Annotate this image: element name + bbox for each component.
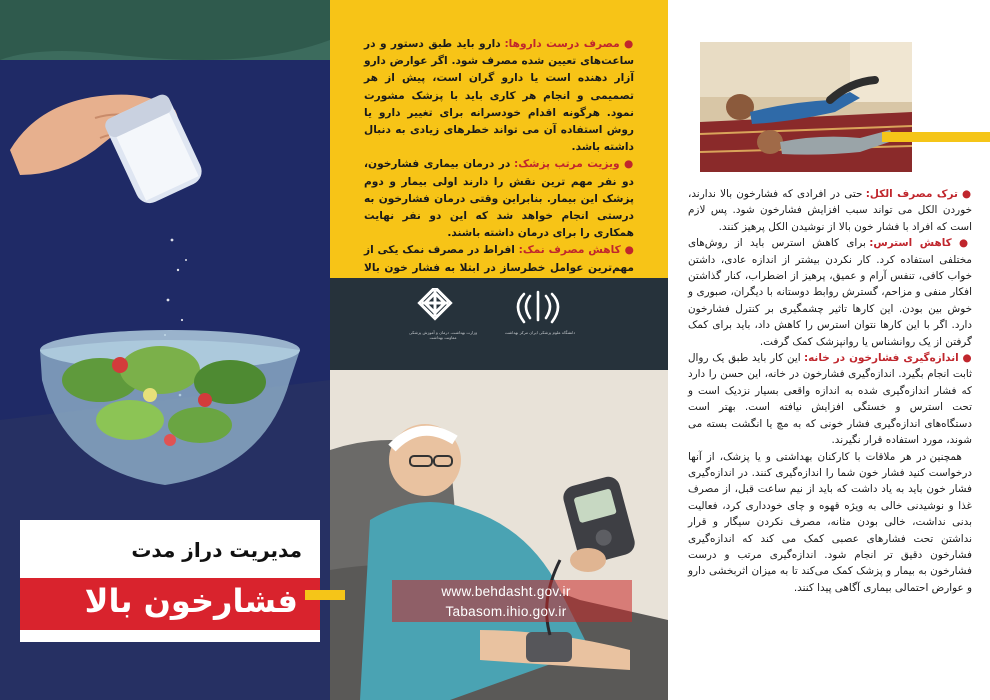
emblem-logo [508,288,568,358]
logo-strip [330,278,668,370]
heading-stress: کاهش استرس: [869,237,952,250]
heading-salt: کاهش مصرف نمک: [518,244,621,257]
url-block [408,582,604,622]
paragraph-visit-measurement [688,449,972,597]
logo-left-caption: وزارت بهداشت، درمان و آموزش پزشکی معاونت بهداشت [408,330,478,340]
text-stress: برای کاهش استرس باید از روش‌های مختلفی استفاده کرد. کار نکردن بیشتر از اندازه عادی، داشتن خواب کافی، تنفس آرام و عمیق، پرهیز از اضطراب، کنار گذاشتن افکار منفی و مزاحم، گسترش روابط دوستانه با دیگران، صبوری و خوش بین بودن. این کارها تاثیر چشمگیری بر کنترل فشارخون دارد. اگر با این کارها نتوان استرس را کاهش داد، باید برای کمک گرفتن از یک روانشناس یا روانپزشک کمک گرفت. [688,237,972,348]
right-accent-bar [882,132,990,142]
middle-panel [330,0,668,700]
text-medication: دارو باید طبق دستور و در ساعت‌های تعیین شده مصرف شود. اگر عوارض دارو آزار دهنده است یا دارو گران است، پیش از هر تصمیمی و انجام هر کاری باید با پزشک مشورت نمود. هرگونه اقدام خودسرانه برای تغییر دارو یا روش استفاده آن می تواند خطرهای زیادی به دنبال داشته باشد. [364,38,634,154]
text-doctor-visit: در درمان بیماری فشارخون، دو نفر مهم ترین نقش را دارند اولی بیمار و دوم پزشک این بیمار. بنابراین وقتی درمان فشارخون به درستی انجام خواهد شد که این دو نفر نهایت همکاری را برای درمان داشته باشند. [364,158,634,240]
patient-illustration [330,370,668,700]
title-bar [20,578,320,630]
left-panel [0,0,330,700]
paragraph-alcohol: ● ترک مصرف الکل: حتی در افرادی که فشارخون بالا ندارند، خوردن الکل می تواند سبب افزایش فشارخون شود. پس لازم است که افراد با فشار خون بالا از نوشیدن الکل پرهیز کنند. [688,188,972,233]
relaxing-people-svg [700,42,912,172]
heading-doctor-visit: ویزیت مرتب پزشک: [513,158,620,171]
paragraph-home-measurement: ● اندازه‌گیری فشارخون در خانه: این کار باید طبق یک روال ثابت انجام بگیرد. اندازه‌گیری فشارخون در خانه، این حسن را دارد که فشار اندازه‌گیری شده به اندازه واقعی بسیار نزدیک است و تحت استرس و خستگی افزایش نیافته است. بهتر است دستگاه‌های اندازه‌گیری فشار خونی که به مچ یا انگشت بسته می شوند، مورد استفاده قرار نگیرند. [688,352,972,447]
text-visit-measurement: همچنین در هر ملاقات با کارکنان بهداشتی و یا پزشک، از آنها درخواست کنید فشار خون شما را اندازه‌گیری کنند. در اندازه‌گیری فشار خون باید به یاد داشت که باید از نیم ساعت قبل، از مصرف غذا و نوشیدنی خالی به ویژه قهوه و چای خودداری کرد، فعالیت بدنی نداشت، خالی بودن مثانه، مصرف نکردن سیگار و قرار نداشتن تحت فشارهای عصبی کمک می کند که اندازه‌گیری فشارخون دقیق تر انجام شود. اندازه‌گیری مرتب و درست فشارخون به بیمار و پزشک کمک می‌کند تا به میزان اثربخشی دارو و عوارض احتمالی بیماری آگاهی پیدا کنند. [688,450,972,594]
patient-blood-pressure-svg [330,370,668,700]
url-tabasom[interactable]: Tabasom.ihio.gov.ir [445,604,567,619]
right-panel [668,0,990,700]
paragraph-salt: ● کاهش مصرف نمک: افراط در مصرف نمک یکی از مهم‌ترین عوامل خطرساز در ابتلا به فشار خون بالا [364,242,634,294]
heading-home-measurement: اندازه‌گیری فشارخون در خانه: [803,352,959,365]
heading-alcohol: ترک مصرف الکل: [865,188,958,200]
heading-medication: مصرف درست داروها: [504,38,620,50]
url-behdasht[interactable]: www.behdasht.gov.ir [441,584,571,599]
middle-text [364,36,634,294]
text-alcohol: حتی در افرادی که فشارخون بالا ندارند، خوردن الکل می تواند سبب افزایش فشارخون شود. پس لازم است که افراد با فشار خون بالا از نوشیدن الکل پرهیز کنند. [688,188,972,233]
text-salt: افراط در مصرف نمک یکی از مهم‌ترین عوامل خطرساز در ابتلا به فشار خون بالا [364,244,634,274]
relaxing-people-illustration [700,42,912,172]
paragraph-medication: ● مصرف درست داروها: دارو باید طبق دستور و در ساعت‌های تعیین شده مصرف شود. اگر عوارض دارو آزار دهنده است یا دارو گران است، پیش از هر تصمیمی و انجام هر کاری باید با پزشک مشورت نمود. هرگونه اقدام خودسرانه برای تغییر دارو یا روش استفاده آن می تواند خطرهای زیادی به دنبال داشته باشد. [364,38,635,154]
paragraph-stress: ● کاهش استرس: برای کاهش استرس باید از روش‌های مختلفی استفاده کرد. کار نکردن بیشتر از اندازه عادی، داشتن خواب کافی، تنفس آرام و عمیق، پرهیز از اضطراب، کنار گذاشتن افکار منفی و مزاحم، گسترش روابط دوستانه با دیگران، صبوری و خوش بین بودن. این کارها تاثیر چشمگیری بر کنترل فشارخون دارد. اگر با این کارها نتوان استرس را کاهش داد، باید برای کمک گرفتن از یک روانشناس یا روانپزشک کمک گرفت. [688,237,973,348]
title-subtitle: مدیریت دراز مدت [131,538,302,562]
title-accent-bar [305,590,345,600]
logo-right-caption: دانشگاه علوم پزشکی ایران مرکز بهداشت [504,330,576,335]
text-home-measurement: این کار باید طبق یک روال ثابت انجام بگیرد. اندازه‌گیری فشارخون در خانه، این حسن را دارد که فشار اندازه‌گیری شده به اندازه واقعی بسیار نزدیک است و تحت استرس و خستگی افزایش نیافته است. بهتر است دستگاه‌های اندازه‌گیری فشار خونی که به مچ یا انگشت بسته می شوند، مورد استفاده قرار نگیرند. [688,352,972,447]
right-text [688,186,972,596]
title-main: فشارخون بالا [84,582,298,620]
title-box [20,520,320,642]
middle-text-block [330,0,668,278]
health-ministry-logo [412,288,472,358]
paragraph-doctor-visit: ● ویزیت مرتب پزشک: در درمان بیماری فشارخون، دو نفر مهم ترین نقش را دارند اولی بیمار و دوم پزشک این بیمار. بنابراین وقتی درمان فشارخون به درستی انجام خواهد شد که این دو نفر نهایت همکاری را برای درمان داشته باشند. [364,158,634,240]
